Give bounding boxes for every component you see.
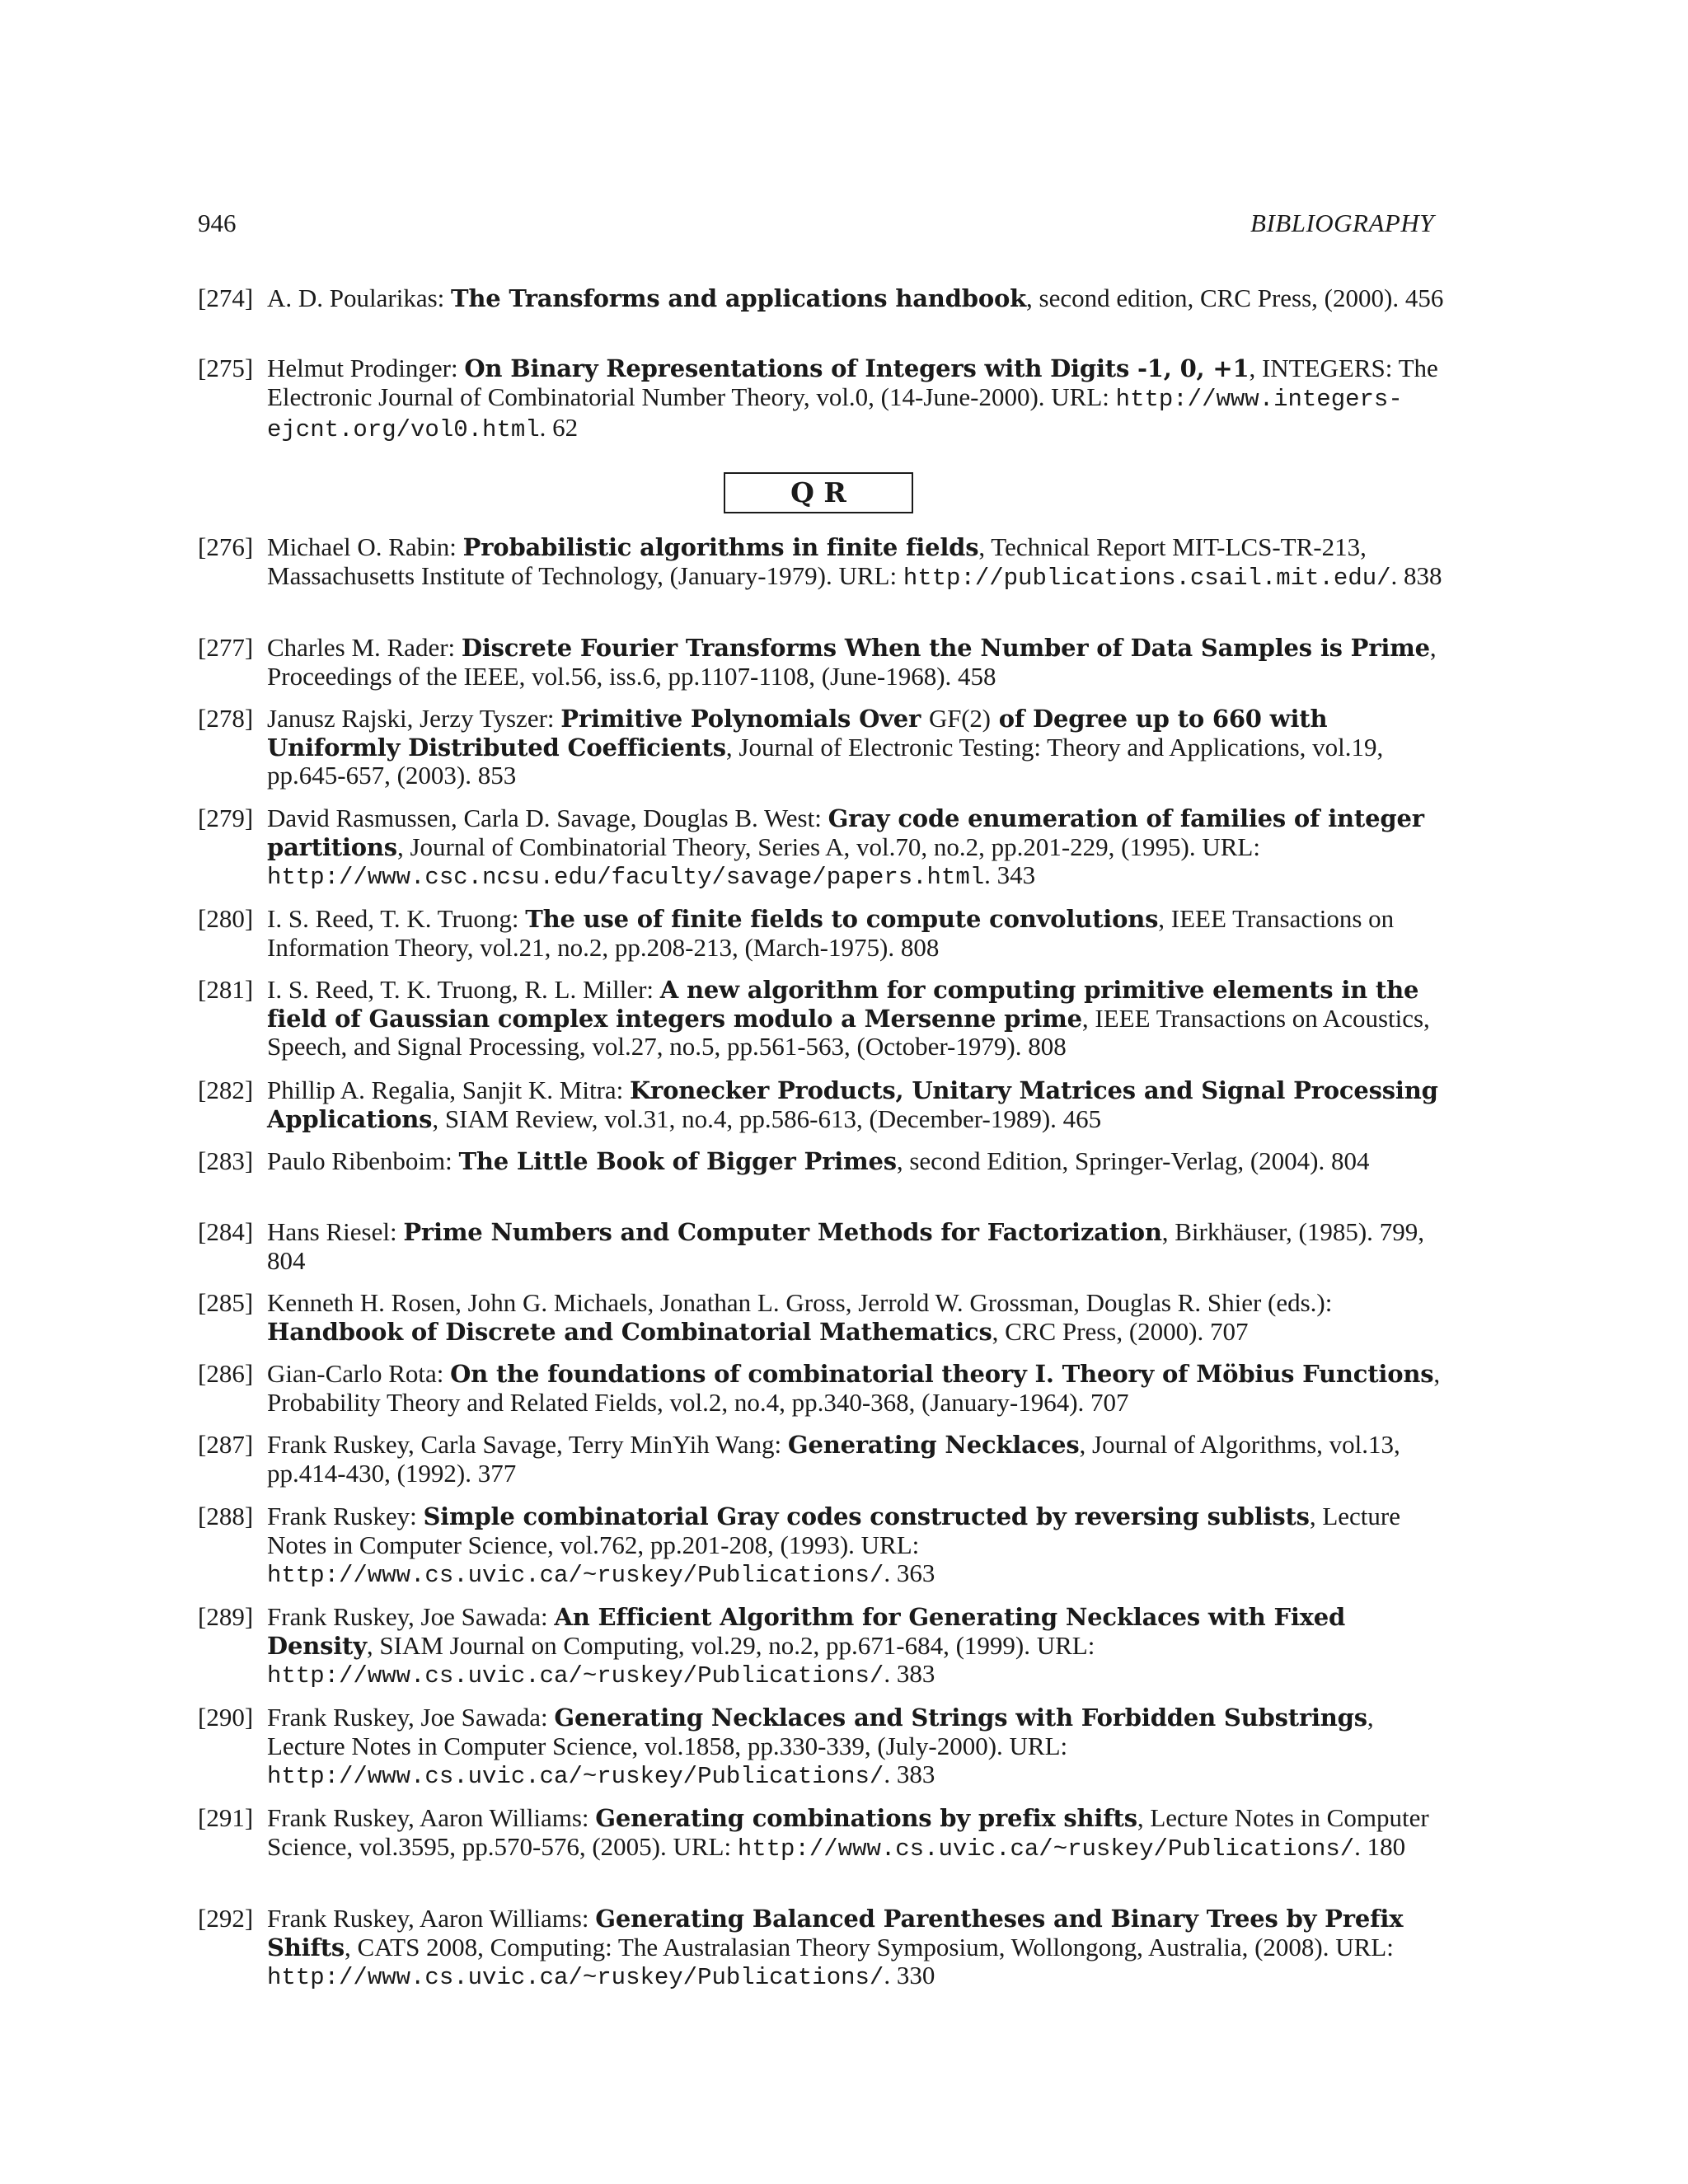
entry-authors: Michael O. Rabin: [267,532,463,561]
entry-title: The use of finite fields to compute convolutions [525,905,1159,933]
entry-body [267,1905,1451,1993]
entry-details: , SIAM Review, vol.31, no.4, pp.586-613, (December-1989). [432,1104,1057,1133]
entry-authors: Gian-Carlo Rota: [267,1359,451,1388]
entry-authors: A. D. Poularikas: [267,284,452,312]
entry-pages: . 838 [1390,560,1442,590]
entry-authors: Hans Riesel: [267,1217,404,1246]
entry-body [267,1804,1451,1863]
entry-title: Simple combinatorial Gray codes constructed by reversing sublists [423,1502,1310,1530]
entry-label: [283] [198,1146,254,1175]
entry-title: An Efficient Algorithm for Generating Necklaces with Fixed Density [267,1603,1346,1660]
entry-authors: Paulo Ribenboim: [267,1146,459,1175]
entry-authors: David Rasmussen, Carla D. Savage, Douglas B. West: [267,804,828,832]
entry-details: , SIAM Journal on Computing, vol.29, no.2, pp.671-684, (1999). URL: [366,1630,1095,1660]
entry-label: [274] [198,284,254,312]
entry-title-math: GF(2) [929,704,991,733]
entry-label: [275] [198,354,254,382]
entry-body [267,905,1451,962]
entry-pages: 707 [1084,1387,1129,1417]
entry-body [267,1431,1451,1488]
entry-label: [286] [198,1359,254,1388]
entry-title: The Little Book of Bigger Primes [458,1147,897,1175]
entry-label: [284] [198,1217,254,1246]
entry-title-part: Primitive Polynomials Over [560,705,930,733]
entry-authors: Charles M. Rader: [267,633,462,662]
entry-url[interactable]: http://www.integers-ejcnt.org/vol0.html [267,385,1403,443]
entry-pages: . 343 [984,860,1036,889]
entry-details: , INTEGERS: The Electronic Journal of Combinatorial Number Theory, vol.0, (14-June-2000). URL: [267,354,1438,411]
entry-body [267,1360,1451,1417]
entry-title-part: of Degree up to 660 with Uniformly Distributed Coefficients [267,705,1328,762]
entry-url[interactable]: http://www.cs.uvic.ca/~ruskey/Publications/ [267,1964,884,1991]
entry-authors: Phillip A. Regalia, Sanjit K. Mitra: [267,1076,631,1104]
entry-label: [282] [198,1076,254,1104]
entry-label: [276] [198,532,254,561]
entry-title: Generating combinations by prefix shifts [595,1804,1137,1832]
entry-title: Handbook of Discrete and Combinatorial Mathematics [267,1317,992,1346]
entry-body [267,284,1451,313]
entry-authors: Frank Ruskey, Aaron Williams: [267,1803,596,1832]
entry-label: [281] [198,975,254,1004]
entry-label: [291] [198,1803,254,1832]
entry-url[interactable]: http://publications.csail.mit.edu/ [903,564,1391,592]
entry-title: On Binary Representations of Integers with Digits -1, 0, +1 [464,354,1250,382]
page-header [198,203,1434,244]
entry-label: [292] [198,1904,254,1933]
entry-details: , IEEE Transactions on Acoustics, Speech, and Signal Processing, vol.27, no.5, pp.561-563, (October-1979). [267,1003,1430,1061]
entry-title: Prime Numbers and Computer Methods for Factorization [403,1218,1162,1246]
entry-label: [287] [198,1430,254,1459]
entry-url[interactable]: http://www.cs.uvic.ca/~ruskey/Publications/ [267,1562,884,1589]
entry-authors: Frank Ruskey, Aaron Williams: [267,1904,596,1933]
entry-pages: 456 [1399,284,1444,312]
entry-title: A new algorithm for computing primitive elements in the field of Gaussian complex integers modulo a Mersenne prime [267,976,1419,1033]
entry-details: , CRC Press, (2000). [992,1316,1204,1346]
entry-authors: Frank Ruskey, Joe Sawada: [267,1703,555,1732]
entry-title: Generating Balanced Parentheses and Binary Trees by Prefix Shifts [267,1905,1404,1961]
entry-url[interactable]: http://www.cs.uvic.ca/~ruskey/Publications/ [267,1662,884,1690]
entry-pages: 377 [471,1458,517,1488]
entry-details: , Birkhäuser, (1985). [1161,1217,1373,1246]
entry-body [267,705,1451,790]
entry-body [267,533,1451,593]
entry-pages: . 180 [1354,1831,1406,1861]
entry-label: [278] [198,704,254,733]
page-number: 946 [198,209,237,237]
entry-pages: 853 [471,761,517,790]
entry-url[interactable]: http://www.cs.uvic.ca/~ruskey/Publications/ [737,1835,1355,1863]
entry-body [267,804,1451,893]
entry-details: , Lecture Notes in Computer Science, vol.3595, pp.570-576, (2005). URL: [267,1803,1429,1861]
entry-authors: Kenneth H. Rosen, John G. Michaels, Jonathan L. Gross, Jerrold W. Grossman, Douglas R. Shier (eds.): [267,1288,1333,1317]
entry-authors: Helmut Prodinger: [267,354,465,382]
entry-title: Gray code enumeration of families of integer partitions [267,804,1424,861]
entry-pages: 458 [951,661,996,691]
entry-details: , Lecture Notes in Computer Science, vol.1858, pp.330-339, (July-2000). URL: [267,1703,1374,1760]
entry-body [267,1147,1451,1176]
entry-label: [288] [198,1502,254,1530]
entry-details: , second Edition, Springer-Verlag, (2004). [896,1146,1325,1175]
entry-label: [289] [198,1602,254,1631]
entry-title: Probabilistic algorithms in finite fields [462,533,979,561]
entry-label: [290] [198,1703,254,1732]
entry-title: Generating Necklaces [787,1431,1080,1459]
entry-details: , Lecture Notes in Computer Science, vol.762, pp.201-208, (1993). URL: [267,1502,1400,1559]
entry-label: [279] [198,804,254,832]
entry-body [267,1502,1451,1591]
entry-authors: Frank Ruskey, Joe Sawada: [267,1602,555,1631]
entry-details: , Proceedings of the IEEE, vol.56, iss.6, pp.1107-1108, (June-1968). [267,633,1437,691]
entry-details: , Technical Report MIT-LCS-TR-213, Massachusetts Institute of Technology, (January-1979). URL: [267,532,1367,590]
entry-pages: 808 [894,932,940,962]
entry-details: , second edition, CRC Press, (2000). [1026,284,1400,312]
running-head: BIBLIOGRAPHY [1250,209,1434,237]
entry-authors: Frank Ruskey: [267,1502,424,1530]
entry-pages: . 363 [884,1558,935,1587]
entry-details: , Journal of Electronic Testing: Theory and Applications, vol.19, pp.645-657, (2003). [267,732,1384,790]
entry-authors: Janusz Rajski, Jerzy Tyszer: [267,704,561,733]
entry-title: The Transforms and applications handbook [451,284,1027,312]
entry-details: , IEEE Transactions on Information Theory, vol.21, no.2, pp.208-213, (March-1975). [267,904,1395,962]
entry-body [267,634,1451,691]
entry-label: [285] [198,1288,254,1317]
entry-body [267,1076,1451,1133]
entry-pages: 804 [1325,1146,1370,1175]
entry-title: Generating Necklaces and Strings with Forbidden Substrings [554,1704,1367,1732]
entry-label: [277] [198,633,254,662]
entry-authors: Frank Ruskey, Carla Savage, Terry MinYih Wang: [267,1430,788,1459]
entry-body [267,1704,1451,1792]
entry-authors: I. S. Reed, T. K. Truong, R. L. Miller: [267,975,660,1004]
entry-pages: 707 [1203,1316,1249,1346]
entry-body [267,976,1451,1062]
entry-url[interactable]: http://www.csc.ncsu.edu/faculty/savage/papers.html [267,864,985,891]
entry-label: [280] [198,904,254,933]
entry-details: , Journal of Algorithms, vol.13, pp.414-430, (1992). [267,1430,1400,1488]
entry-body [267,1289,1451,1346]
section-letter-box: Q R [724,472,913,513]
entry-details: , Probability Theory and Related Fields, vol.2, no.4, pp.340-368, (January-1964). [267,1359,1441,1417]
entry-url[interactable]: http://www.cs.uvic.ca/~ruskey/Publications/ [267,1763,884,1790]
entry-title: Discrete Fourier Transforms When the Number of Data Samples is Prime [461,634,1430,662]
entry-body [267,1218,1451,1275]
entry-pages: . 62 [539,413,579,442]
entry-title: On the foundations of combinatorial theory I. Theory of Möbius Functions [450,1360,1434,1388]
entry-pages: . 383 [884,1760,935,1788]
entry-pages: 465 [1056,1104,1102,1133]
entry-title: Kronecker Products, Unitary Matrices and Signal Processing Applications [267,1076,1438,1133]
entry-authors: I. S. Reed, T. K. Truong: [267,904,526,933]
entry-pages: . 383 [884,1659,935,1688]
entry-body [267,1603,1451,1691]
entry-details: , Journal of Combinatorial Theory, Series A, vol.70, no.2, pp.201-229, (1995). URL: [396,832,1260,861]
entry-pages: 799, 804 [267,1217,1424,1275]
entry-details: , CATS 2008, Computing: The Australasian Theory Symposium, Wollongong, Australia, (2008). URL: [345,1932,1394,1961]
entry-pages: 808 [1021,1032,1067,1061]
entry-body [267,354,1451,445]
entry-pages: . 330 [884,1961,935,1990]
